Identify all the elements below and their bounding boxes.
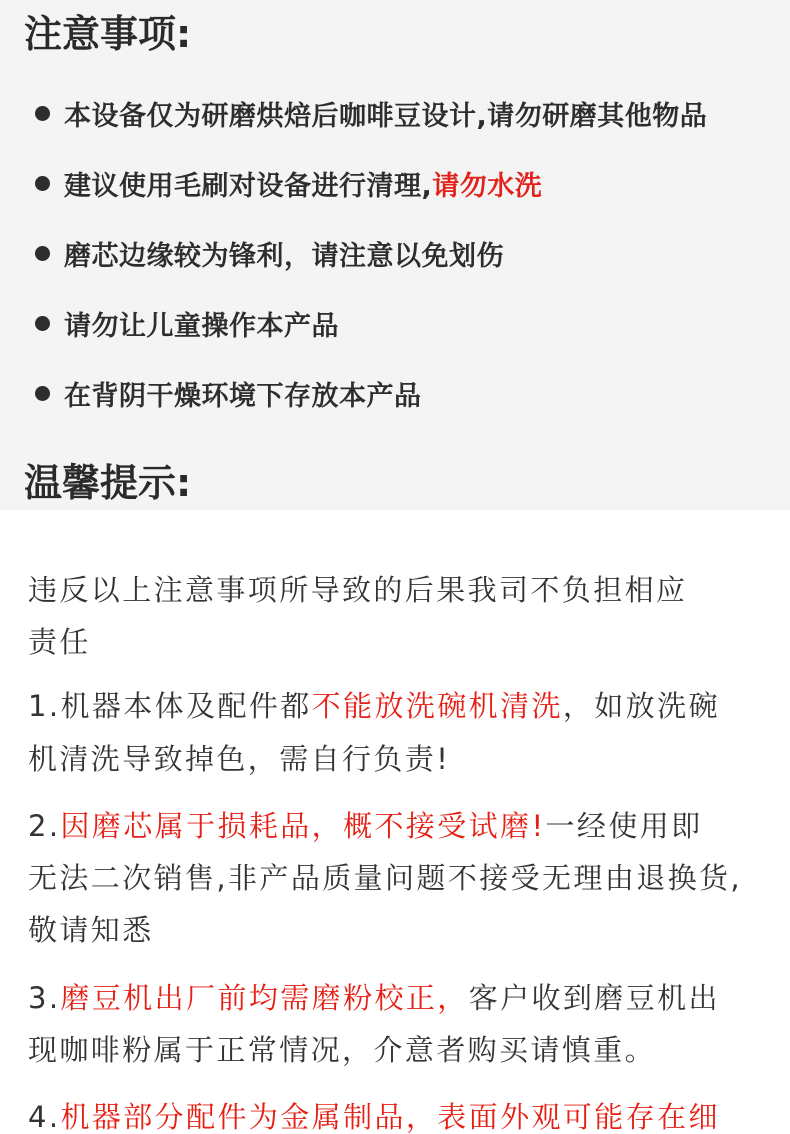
notice-text: 磨芯边缘较为锋利，请注意以免划伤 <box>64 240 504 272</box>
tip-item-4-red-text: 机器部分配件为金属制品，表面外观可能存在细 <box>60 1100 720 1134</box>
tip-item-4-prefix: 4. <box>28 1100 61 1134</box>
bullet-dot-icon <box>35 386 50 401</box>
bullet-dot-icon <box>35 246 50 261</box>
bullet-dot-icon <box>35 106 50 121</box>
notice-text-main: 建议使用毛刷对设备进行清理, <box>64 170 433 202</box>
notice-item <box>35 96 707 130</box>
notice-item <box>35 306 339 340</box>
tip-item-3-suffix: 客户收到磨豆机出 <box>468 981 720 1015</box>
notice-warning-highlight: 请勿水洗 <box>432 170 543 202</box>
bullet-dot-icon <box>35 176 50 191</box>
tip-item-2-line-3: 敬请知悉 <box>28 913 154 947</box>
tip-item-2-line-1 <box>28 809 703 843</box>
tip-item-2-line-2: 无法二次销售,非产品质量问题不接受无理由退换货, <box>28 861 743 895</box>
tip-item-3-prefix: 3. <box>28 981 61 1015</box>
tip-item-1-line-2: 机清洗导致掉色，需自行负责! <box>28 742 451 776</box>
notice-item <box>35 376 422 410</box>
tip-item-1-suffix: ，如放洗碗 <box>562 689 720 723</box>
tip-item-1-red-text: 不能放洗碗机清洗 <box>311 689 563 723</box>
tip-item-3-line-2: 现咖啡粉属于正常情况，介意者购买请慎重。 <box>28 1033 657 1067</box>
notice-text: 在背阴干燥环境下存放本产品 <box>64 380 422 412</box>
notice-text: 请勿让儿童操作本产品 <box>64 310 339 342</box>
notice-text <box>64 164 542 203</box>
notice-item <box>35 166 542 200</box>
bullet-dot-icon <box>35 316 50 331</box>
tip-item-2-prefix: 2. <box>28 809 61 843</box>
tip-intro-line: 责任 <box>28 625 91 659</box>
tip-intro-line: 违反以上注意事项所导致的后果我司不负担相应 <box>28 573 688 607</box>
tip-item-1-prefix: 1.机器本体及配件都 <box>28 689 312 723</box>
tip-item-3-line-1 <box>28 981 720 1015</box>
tip-item-2-suffix: 一经使用即 <box>545 809 703 843</box>
notice-title: 注意事项: <box>24 12 192 56</box>
tip-item-4-line-1 <box>28 1100 720 1134</box>
tips-title: 温馨提示: <box>24 461 192 505</box>
notice-text: 本设备仅为研磨烘焙后咖啡豆设计,请勿研磨其他物品 <box>64 100 708 132</box>
tip-item-3-red-text: 磨豆机出厂前均需磨粉校正， <box>60 981 469 1015</box>
notice-item <box>35 236 504 270</box>
tip-item-1-line-1 <box>28 689 720 723</box>
tip-item-2-red-text: 因磨芯属于损耗品，概不接受试磨! <box>60 809 546 843</box>
